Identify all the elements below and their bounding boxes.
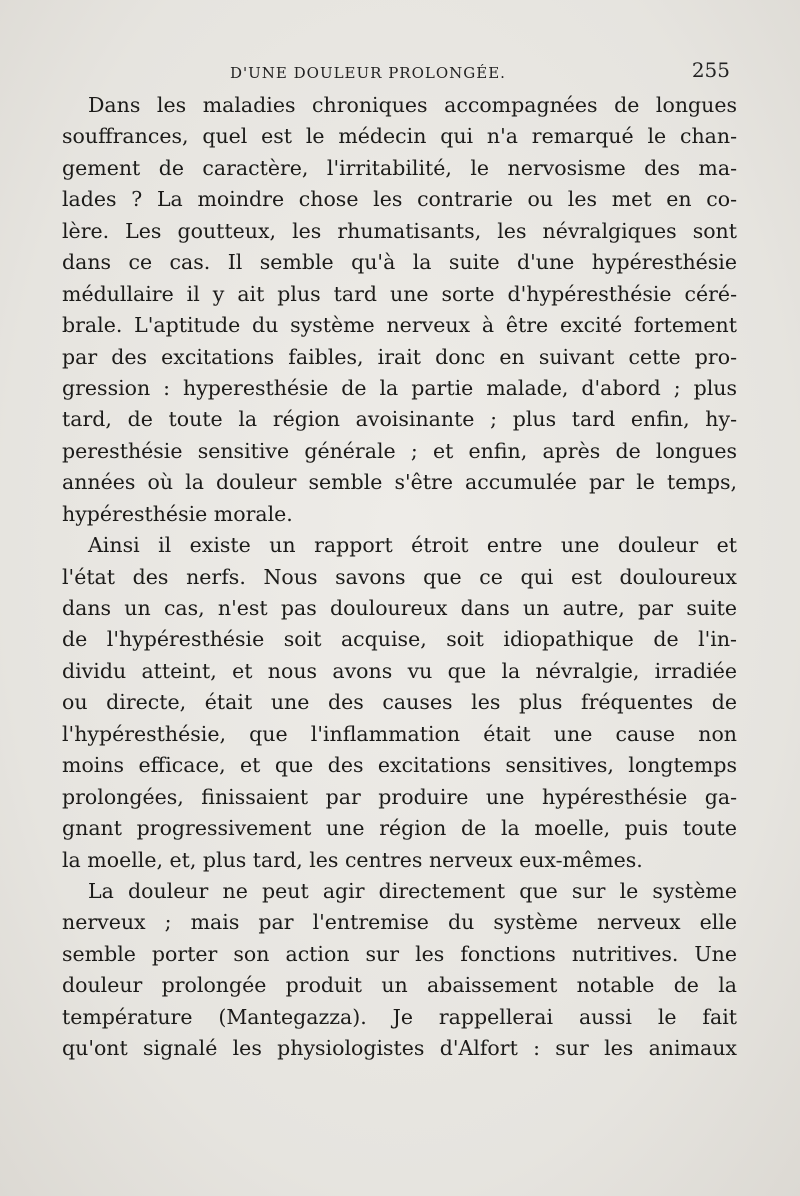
text-line: de l'hypéresthésie soit acquise, soit idiopathique de l'in- [62,627,737,652]
text-line: moins efficace, et que des excitations sensitives, longtemps [62,753,737,778]
text-line: hypéresthésie morale. [62,501,293,526]
text-line: qu'ont signalé les physiologistes d'Alfort : sur les animaux [62,1036,737,1061]
text-line: la moelle, et, plus tard, les centres nerveux eux-mêmes. [62,847,643,872]
text-line: température (Mantegazza). Je rappellerai aussi le fait [62,1004,737,1029]
text-line: tard, de toute la région avoisinante ; plus tard enfin, hy- [62,407,737,432]
text-line: dividu atteint, et nous avons vu que la névralgie, irradiée [62,658,737,683]
text-line: l'hypéresthésie, que l'inflammation était une cause non [62,721,737,746]
text-line: par des excitations faibles, irait donc en suivant cette pro- [62,344,737,369]
page-header [60,58,730,88]
text-line: années où la douleur semble s'être accumulée par le temps, [62,470,737,495]
text-line: l'état des nerfs. Nous savons que ce qui est douloureux [62,564,737,589]
text-line: La douleur ne peut agir directement que sur le système [88,878,737,903]
text-line: lades ? La moindre chose les contrarie ou les met en co- [62,187,737,212]
text-line: dans un cas, n'est pas douloureux dans un autre, par suite [62,596,737,620]
text-line: dans ce cas. Il semble qu'à la suite d'une hypéresthésie [62,250,737,275]
text-line: Ainsi il existe un rapport étroit entre une douleur et [88,533,737,558]
text-line: semble porter son action sur les fonctions nutritives. Une [62,941,737,966]
running-title: D'UNE DOULEUR PROLONGÉE. [230,64,506,82]
text-line: médullaire il y ait plus tard une sorte d'hypéresthésie céré- [62,281,737,306]
text-line: douleur prolongée produit un abaissement notable de la [62,973,737,998]
text-line: souffrances, quel est le médecin qui n'a remarqué le chan- [62,124,737,149]
page-number: 255 [691,58,730,82]
text-line: brale. L'aptitude du système nerveux à être excité fortement [62,313,737,338]
text-line: nerveux ; mais par l'entremise du système nerveux elle [62,910,737,935]
text-line: lère. Les goutteux, les rhumatisants, les névralgiques sont [62,218,737,243]
body-text [62,90,737,1065]
text-line: prolongées, finissaient par produire une hypéresthésie ga- [62,784,737,809]
text-line: gnant progressivement une région de la moelle, puis toute [62,816,737,841]
text-line: peresthésie sensitive générale ; et enfin, après de longues [62,438,737,463]
text-line: Dans les maladies chroniques accompagnées de longues [88,93,737,117]
text-line: gement de caractère, l'irritabilité, le nervosisme des ma- [62,155,737,180]
text-line: ou directe, était une des causes les plus fréquentes de [62,690,737,715]
text-line: gression : hyperesthésie de la partie malade, d'abord ; plus [62,375,737,400]
